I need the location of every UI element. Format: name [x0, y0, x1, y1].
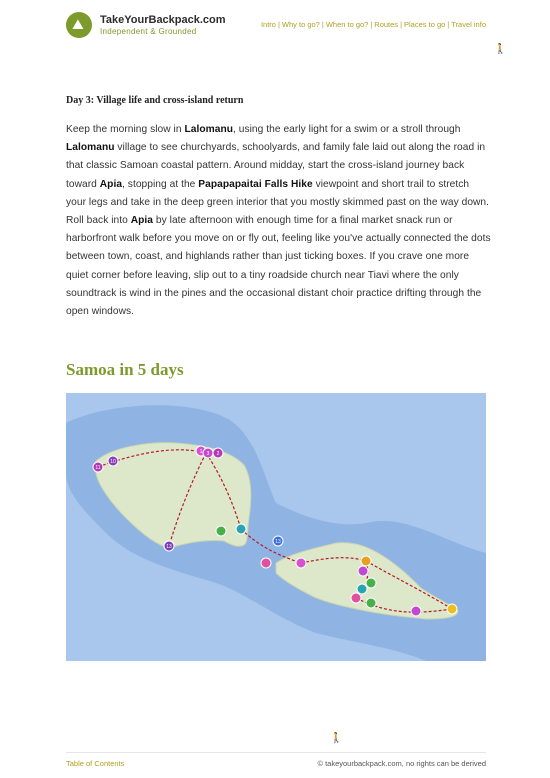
- map-marker[interactable]: [236, 524, 246, 534]
- paragraph-text: , using the early light for a swim or a stroll through: [233, 124, 461, 135]
- map-marker[interactable]: [93, 462, 103, 472]
- map-marker[interactable]: [108, 456, 118, 466]
- map-marker[interactable]: [366, 598, 376, 608]
- map-marker[interactable]: [164, 541, 174, 551]
- hiker-logo-icon: ⛰: [72, 17, 84, 33]
- nav-item-when-to-go[interactable]: When to go?: [325, 20, 369, 29]
- marker-dot[interactable]: [361, 556, 371, 566]
- brand-name[interactable]: TakeYourBackpack.com: [100, 14, 226, 26]
- map-marker[interactable]: [296, 558, 306, 568]
- marker-dot[interactable]: [216, 526, 226, 536]
- marker-label: 1: [199, 449, 203, 455]
- route-map[interactable]: [66, 393, 486, 661]
- marker-dot[interactable]: [447, 604, 457, 614]
- map-marker[interactable]: [447, 604, 457, 614]
- page-header: [0, 0, 550, 55]
- marker-dot[interactable]: [351, 593, 361, 603]
- marker-dot[interactable]: [261, 558, 271, 568]
- map-marker[interactable]: [351, 593, 361, 603]
- hiker-icon: 🚶: [494, 44, 507, 55]
- hiker-footer-icon: 🚶: [330, 733, 343, 744]
- top-nav: [261, 20, 486, 29]
- marker-label: 11: [95, 465, 101, 471]
- marker-label: 10: [110, 459, 116, 465]
- table-of-contents-link[interactable]: Table of Contents: [66, 759, 125, 768]
- nav-separator: |: [321, 20, 324, 29]
- map-marker[interactable]: [357, 584, 367, 594]
- map-marker[interactable]: [216, 526, 226, 536]
- nav-item-intro[interactable]: Intro: [260, 20, 276, 29]
- place-name: Apia: [130, 215, 154, 227]
- copyright-notice: © takeyourbackpack.com, no rights can be derived: [317, 759, 486, 768]
- map-canvas: [66, 393, 486, 661]
- nav-item-travel-info[interactable]: Travel info: [451, 20, 486, 29]
- map-marker[interactable]: [261, 558, 271, 568]
- place-name: Apia: [99, 178, 123, 190]
- footer-divider: [66, 752, 486, 753]
- paragraph-text: by late afternoon with enough time for a final market snack run or harborfront walk before you move on or fly out, feeling like you've actually connected the dots between town, coast, and highlands rather than just ticking boxes. If you crave one more quiet corner before leaving, slip out to a tiny roadside church near Tiavi where the only soundtrack is wind in the pines and the occasional distant choir practice drifting through the open windows.: [66, 215, 491, 318]
- day-heading: Day 3: Village life and cross-island return: [66, 95, 244, 106]
- place-name: Lalomanu: [184, 124, 233, 135]
- map-marker[interactable]: [358, 566, 368, 576]
- marker-label: 13: [275, 539, 281, 545]
- map-marker[interactable]: [366, 578, 376, 588]
- nav-item-routes[interactable]: Routes: [374, 20, 399, 29]
- place-name: Papapapaitai Falls Hike: [198, 178, 313, 190]
- paragraph-text: , stopping at the: [122, 178, 199, 190]
- nav-item-why-to-go[interactable]: Why to go?: [281, 20, 320, 29]
- nav-separator: |: [277, 20, 280, 29]
- brand-tagline: Independent & Grounded: [100, 27, 197, 36]
- marker-dot[interactable]: [366, 578, 376, 588]
- map-marker[interactable]: [213, 448, 223, 458]
- paragraph-text: viewpoint and short trail to stretch your legs and take in the deep green interior that you mostly skimmed past on the way down. Roll back into: [66, 178, 490, 227]
- reef-shallows: [66, 405, 486, 661]
- map-marker[interactable]: [203, 448, 213, 458]
- paragraph-text: village to see churchyards, schoolyards, and family fale laid out along the road in that classic Samoan coastal pattern. Around midday, start the cross-island journey back toward: [66, 142, 486, 190]
- marker-dot[interactable]: [357, 584, 367, 594]
- nav-item-places-to-go[interactable]: Places to go: [404, 20, 446, 29]
- marker-dot[interactable]: [366, 598, 376, 608]
- nav-separator: |: [447, 20, 450, 29]
- paragraph-text: Keep the morning slow in: [66, 124, 185, 135]
- marker-label: 3: [206, 451, 210, 457]
- marker-label: 13: [166, 544, 172, 550]
- marker-dot[interactable]: [358, 566, 368, 576]
- marker-dot[interactable]: [236, 524, 246, 534]
- map-marker[interactable]: [361, 556, 371, 566]
- marker-dot[interactable]: [411, 606, 421, 616]
- place-name: Lalomanu: [66, 142, 115, 154]
- marker-dot[interactable]: [296, 558, 306, 568]
- map-marker[interactable]: [411, 606, 421, 616]
- day-description: [66, 121, 492, 321]
- marker-label: 2: [216, 451, 220, 457]
- section-title: Samoa in 5 days: [66, 360, 184, 379]
- nav-separator: |: [400, 20, 403, 29]
- nav-separator: |: [370, 20, 373, 29]
- map-marker[interactable]: [273, 536, 283, 546]
